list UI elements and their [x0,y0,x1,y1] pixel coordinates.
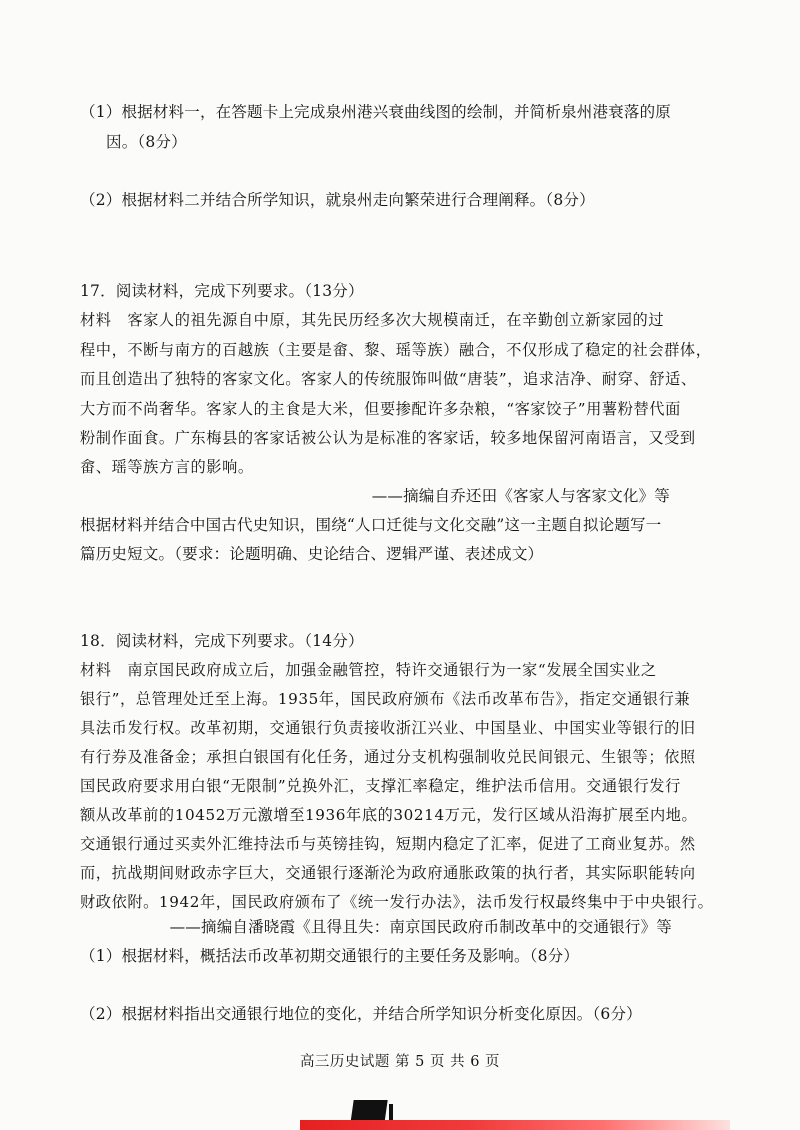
q18-material-line: 有行券及准备金；承担白银国有化任务，通过分支机构强制收兑民间银元、生银等；依照 [80,748,696,766]
q17-task-line2: 篇历史短文。（要求：论题明确、史论结合、逻辑严谨、表述成文） [80,545,544,563]
q17-material-line: 大方而不尚奢华。客家人的主食是大米，但要掺配许多杂粮，“客家饺子”用薯粉替代面 [80,400,681,418]
q18-material-line: 材料 南京国民政府成立后，加强金融管控，特许交通银行为一家“发展全国实业之 [80,661,657,679]
page-footer: 高三历史试题 第 5 页 共 6 页 [299,1054,501,1070]
q18-title: 18．阅读材料，完成下列要求。（14分） [80,632,364,650]
q18-source: ——摘编自潘晓霞《且得且失：南京国民政府币制改革中的交通银行》等 [169,918,672,936]
q18-material-line: 具法币发行权。改革初期，交通银行负责接收浙江兴业、中国垦业、中国实业等银行的旧 [80,719,696,737]
q16-sub2: （2）根据材料二并结合所学知识，就泉州走向繁荣进行合理阐释。（8分） [80,191,595,209]
q17-title: 17．阅读材料，完成下列要求。（13分） [80,282,364,300]
q17-material-line: 畲、瑶等族方言的影响。 [80,458,254,476]
q17-material-line: 而且创造出了独特的客家文化。客家人的传统服饰叫做“唐装”，追求洁净、耐穿、舒适、 [80,370,697,388]
q18-material-line: 而，抗战期间财政赤字巨大，交通银行逐渐沦为政府通胀政策的执行者，其实际职能转向 [80,864,696,882]
q17-material-line: 程中，不断与南方的百越族（主要是畲、黎、瑶等族）融合，不仅形成了稳定的社会群体， [80,341,712,359]
q17-material-line: 材料 客家人的祖先源自中原，其先民历经多次大规模南迁，在辛勤创立新家园的过 [80,311,665,329]
q18-material-line: 额从改革前的10452万元激增至1936年底的30214万元，发行区域从沿海扩展至内地。 [80,806,698,824]
q18-material-line: 交通银行通过买卖外汇维持法币与英镑挂钩，短期内稳定了汇率，促进了工商业复苏。然 [80,835,696,853]
scan-red-edge [300,1120,730,1130]
q16-sub1-line1: （1）根据材料一，在答题卡上完成泉州港兴衰曲线图的绘制，并简析泉州港衰落的原 [80,103,671,121]
q18-sub2: （2）根据材料指出交通银行地位的变化，并结合所学知识分析变化原因。（6分） [80,1005,642,1023]
q18-material-line: 国民政府要求用白银“无限制”兑换外汇，支撑汇率稳定，维护法币信用。交通银行发行 [80,777,681,795]
q17-task-line1: 根据材料并结合中国古代史知识，围绕“人口迁徙与文化交融”这一主题自拟论题写一 [80,516,662,534]
q17-source: ——摘编自乔还田《客家人与客家文化》等 [371,487,670,505]
q18-material-line: 财政依附。1942年，国民政府颁布了《统一发行办法》，法币发行权最终集中于中央银行。 [80,893,714,911]
q17-material-line: 粉制作面食。广东梅县的客家话被公认为是标准的客家话，较多地保留河南语言，又受到 [80,429,696,447]
q18-sub1: （1）根据材料，概括法币改革初期交通银行的主要任务及影响。（8分） [80,947,580,965]
q16-sub1-line2: 因。（8分） [106,133,187,151]
q18-material-line: 银行”，总管理处迁至上海。1935年，国民政府颁布《法币改革布告》，指定交通银行兼 [80,690,691,708]
